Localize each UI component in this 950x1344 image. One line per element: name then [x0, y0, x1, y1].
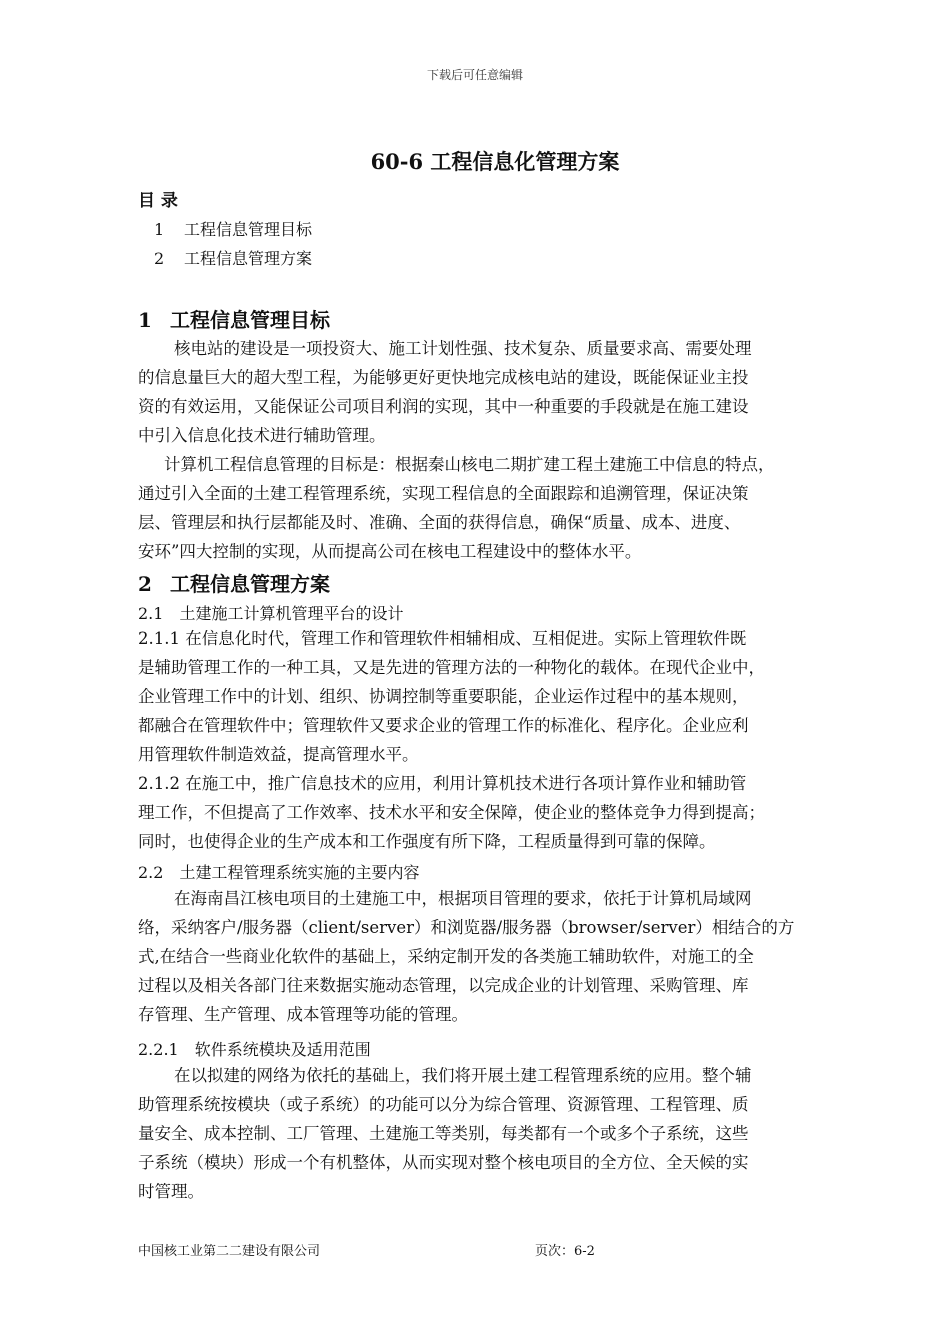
- footer-page-number: [535, 1240, 595, 1259]
- paragraph-line: 时管理。: [138, 1182, 204, 1201]
- paragraph-2-1-1: [138, 624, 858, 769]
- section-title: 工程信息管理方案: [170, 572, 330, 596]
- paragraph-line: 过程以及相关各部门往来数据实施动态管理，以完成企业的计划管理、采购管理、库: [138, 976, 749, 995]
- paragraph-2-1-2: [138, 769, 858, 856]
- paragraph-line: 量安全、成本控制、工厂管理、土建施工等类别，每类都有一个或多个子系统，这些: [138, 1124, 749, 1143]
- paragraph-line: 在海南昌江核电项目的土建施工中，根据项目管理的要求，依托于计算机局域网: [174, 889, 752, 908]
- paragraph-line: 理工作，不但提高了工作效率、技术水平和安全保障，使企业的整体竞争力得到提高；: [138, 803, 765, 822]
- subsection-2-1-title: 2.1 土建施工计算机管理平台的设计: [138, 604, 404, 623]
- page-value: 6-2: [574, 1244, 595, 1259]
- paragraph-line: 层、管理层和执行层都能及时、准确、全面的获得信息，确保“质量、成本、进度、: [138, 513, 741, 532]
- paragraph-line: 式,在结合一些商业化软件的基础上，采纳定制开发的各类施工辅助软件，对施工的全: [138, 947, 754, 966]
- paragraph-2-2-1: [138, 1061, 858, 1206]
- paragraph-line: 资的有效运用，又能保证公司项目利润的实现，其中一种重要的手段就是在施工建设: [138, 397, 749, 416]
- toc-heading: 目 录: [138, 191, 178, 211]
- paragraph-line: 存管理、生产管理、成本管理等功能的管理。: [138, 1005, 468, 1024]
- paragraph-line: 2.1.2 在施工中，推广信息技术的应用，利用计算机技术进行各项计算作业和辅助管: [138, 774, 747, 793]
- section-1-paragraph-1: [138, 334, 858, 450]
- toc-item-number: 2: [154, 249, 165, 268]
- paragraph-line: 用管理软件制造效益，提高管理水平。: [138, 745, 419, 764]
- paragraph-line: 计算机工程信息管理的目标是：根据秦山核电二期扩建工程土建施工中信息的特点，: [164, 455, 775, 474]
- toc-item[interactable]: [154, 246, 312, 269]
- header-note: 下载后可任意编辑: [426, 68, 523, 82]
- toc-item-label: 工程信息管理方案: [184, 249, 313, 268]
- paragraph-line: 子系统（模块）形成一个有机整体，从而实现对整个核电项目的全方位、全天候的实: [138, 1153, 749, 1172]
- paragraph-line: 络，采纳客户/服务器（client/server）和浏览器/服务器（browser/server）相结合的方: [138, 918, 795, 937]
- paragraph-line: 在以拟建的网络为依托的基础上，我们将开展土建工程管理系统的应用。整个辅: [174, 1066, 752, 1085]
- toc-item-number: 1: [154, 220, 165, 239]
- toc-item[interactable]: [154, 217, 312, 240]
- section-2-heading: [138, 568, 330, 597]
- paragraph-line: 通过引入全面的土建工程管理系统，实现工程信息的全面跟踪和追溯管理，保证决策: [138, 484, 749, 503]
- page-label: 页次：: [535, 1244, 575, 1259]
- paragraph-line: 安环”四大控制的实现，从而提高公司在核电工程建设中的整体水平。: [138, 542, 642, 561]
- section-number: 2: [138, 572, 152, 596]
- paragraph-line: 2.1.1 在信息化时代，管理工作和管理软件相辅相成、互相促进。实际上管理软件既: [138, 629, 747, 648]
- paragraph-line: 同时，也使得企业的生产成本和工作强度有所下降，工程质量得到可靠的保障。: [138, 832, 716, 851]
- paragraph-line: 助管理系统按模块（或子系统）的功能可以分为综合管理、资源管理、工程管理、质: [138, 1095, 749, 1114]
- section-title: 工程信息管理目标: [170, 308, 330, 332]
- section-1-heading: [138, 304, 330, 333]
- paragraph-line: 企业管理工作中的计划、组织、协调控制等重要职能，企业运作过程中的基本规则，: [138, 687, 749, 706]
- section-1-paragraph-2: [138, 450, 858, 566]
- paragraph-line: 是辅助管理工作的一种工具，又是先进的管理方法的一种物化的载体。在现代企业中，: [138, 658, 765, 677]
- paragraph-2-2: [138, 884, 858, 1029]
- toc-item-label: 工程信息管理目标: [184, 220, 313, 239]
- subsection-2-2-title: 2.2 土建工程管理系统实施的主要内容: [138, 863, 420, 882]
- footer-company: 中国核工业第二二建设有限公司: [138, 1244, 321, 1259]
- paragraph-line: 核电站的建设是一项投资大、施工计划性强、技术复杂、质量要求高、需要处理: [174, 339, 752, 358]
- paragraph-line: 都融合在管理软件中；管理软件又要求企业的管理工作的标准化、程序化。企业应利: [138, 716, 749, 735]
- paragraph-line: 中引入信息化技术进行辅助管理。: [138, 426, 386, 445]
- document-title: 60-6 工程信息化管理方案: [370, 149, 620, 174]
- subsection-2-2-1-title: 2.2.1 软件系统模块及适用范围: [138, 1040, 371, 1059]
- paragraph-line: 的信息量巨大的超大型工程，为能够更好更快地完成核电站的建设，既能保证业主投: [138, 368, 749, 387]
- section-number: 1: [138, 308, 152, 332]
